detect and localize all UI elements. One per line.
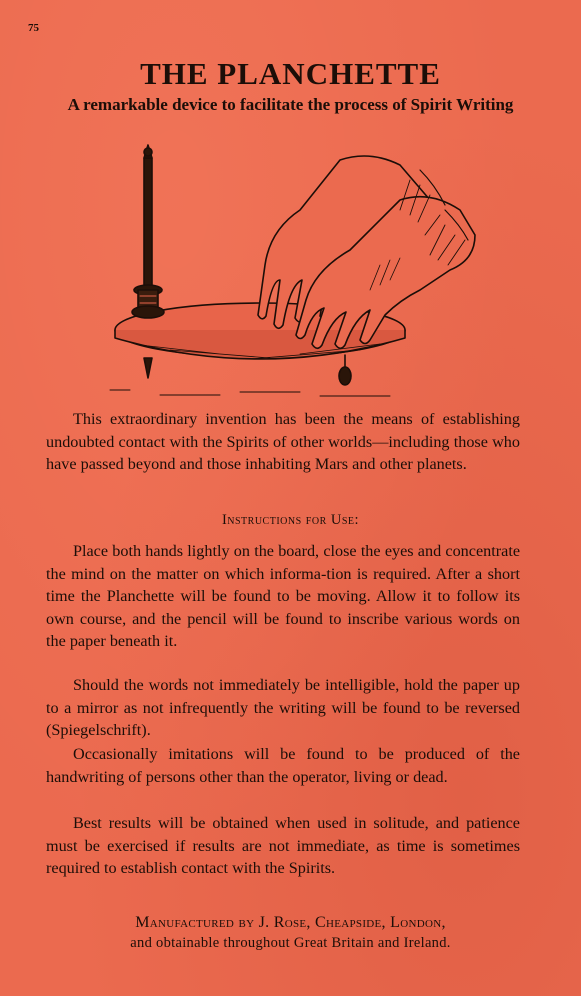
- page-subtitle: A remarkable device to facilitate the process of Spirit Writing: [67, 95, 514, 114]
- page-number: 75: [28, 22, 39, 34]
- instruction-paragraph-4: Best results will be obtained when used in solitude, and patience must be exercised if results are not immediate, as time is sometimes required to establish contact with the Spirits.: [46, 814, 520, 878]
- instructions-heading: Instructions for Use:: [221, 512, 360, 528]
- instruction-paragraph-2: Should the words not immediately be intelligible, hold the paper up to a mirror as not infrequently the writing will be found to be reversed (Spiegelschrift).: [46, 676, 520, 740]
- intro-paragraph: This extraordinary invention has been the means of establishing undoubted contact with the Spirits of other worlds—including those who have passed beyond and those inhabiting Mars and other planets.: [46, 410, 520, 474]
- instruction-paragraph-3: Occasionally imitations will be found to be produced of the handwriting of persons other than the operator, living or dead.: [46, 745, 520, 786]
- availability-line: and obtainable throughout Great Britain and Ireland.: [130, 935, 451, 951]
- page-title: THE PLANCHETTE: [140, 56, 441, 91]
- instruction-paragraph-1: Place both hands lightly on the board, close the eyes and concentrate the mind on the matter on which informa-tion is required. After a short time the Planchette will be found to be moving. Allow it to follow its own course, and the pencil will be found to inscribe various words on the paper beneath it.: [46, 542, 520, 651]
- planchette-illustration: [100, 140, 480, 400]
- manufacturer-line: Manufactured by J. Rose, Cheapside, London,: [135, 914, 446, 931]
